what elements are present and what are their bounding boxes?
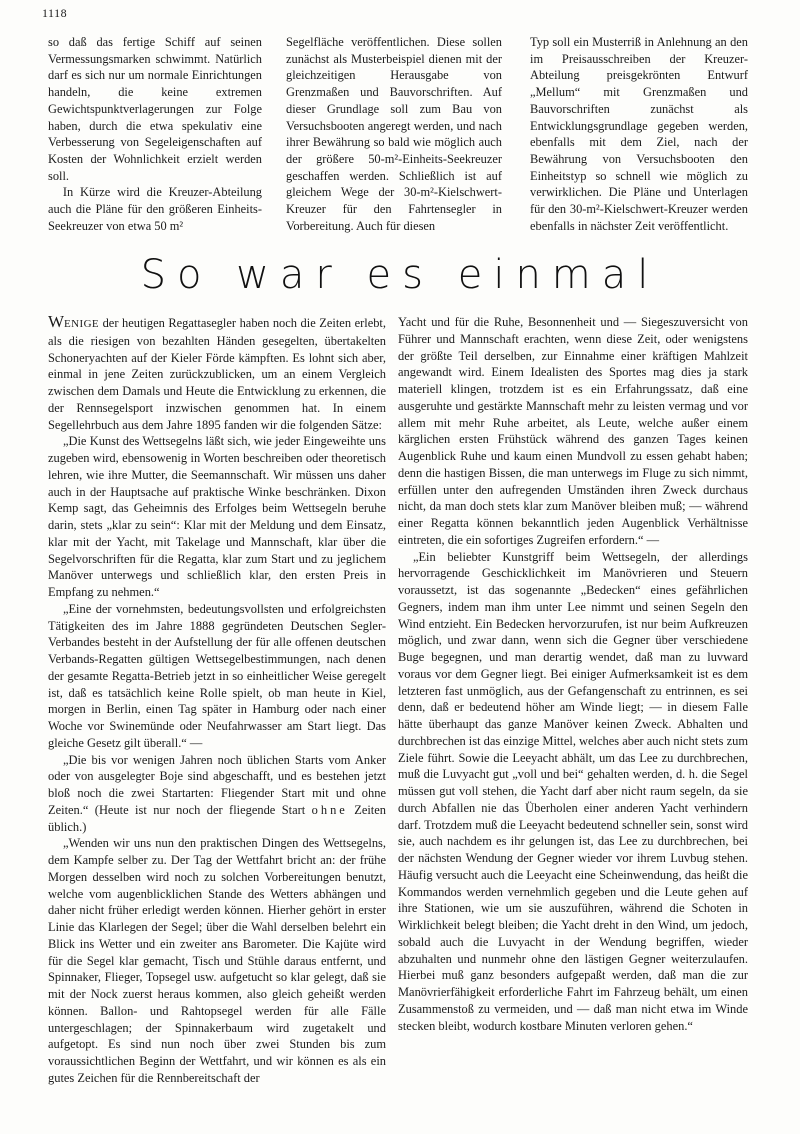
paragraph: In Kürze wird die Kreuzer-Abteilung auch die Pläne für den größeren Einheits-Seekreuzer von etwa 50 m²	[48, 185, 262, 233]
article-headline: So war es einmal	[140, 252, 660, 298]
top-column-1	[48, 34, 262, 234]
paragraph: „Eine der vornehmsten, bedeutungsvollsten und erfolgreichsten Tätigkeiten des im Jahre 1888 gegründeten Deutschen Segler-Verbandes besteht in der Aufstellung der für alle offenen deutschen Verbands-Regatten gültigen Wettsegelbestimmungen, nach denen der gesamte Regatta-Betrieb jetzt in so einheitlicher Weise geregelt ist, daß es tatsächlich keine Rolle spielt, ob man heute in Kiel, morgen in Berlin, einen Tag später in Hamburg oder nach einer Woche vor Swinemünde oder Neufahrwasser am Start liegt. Das gleiche Gesetz gilt überall.“ —	[48, 601, 386, 750]
paragraph: „Wenden wir uns nun den praktischen Dingen des Wettsegelns, dem Kampfe selber zu. Der Tag der Wettfahrt bricht an: der frühe Morgen desselben wird noch zu solchen Vorbereitungen benutzt, welche vom augenblicklichen Stande des Wetters abhängen und daher nicht früher erledigt werden können. Hierher gehört in erster Linie das Klarlegen der Segel; über die Wahl derselben belehrt ein Blick ins Wetter und ein zweiter ans Barometer. Die Kajüte wird für die Segel klar gemacht, Tisch und Stühle daraus entfernt, und Spinnaker, Flieger, Topsegel usw. aufgetucht so klar gelegt, daß sie mit der Nock zuerst heraus kommen, also gleich geheißt werden können. Ballon- und Rahtopsegel werden für alle Fälle untergeschlagen; der Spinnakerbaum wird zugetakelt und aufgetopt. Es sind nun noch über zwei Stunden bis zum voraussichtlichen Beginn der Wettfahrt, und wir können es als ein gutes Zeichen für die Rennbereitschaft der	[48, 836, 386, 1085]
paragraph: Typ soll ein Musterriß in Anlehnung an den im Preisausschreiben der Kreuzer-Abteilung preisgekrönten Entwurf „Mellum“ mit Grenzmaßen und Bauvorschriften zunächst als Entwicklungsgrundlage gegeben werden, ebenfalls mit dem Ziel, nach der Bewährung von Versuchsbooten den Einheitstyp so schnell wie möglich zu verwirklichen. Die Pläne und Unterlagen für den 30-m²-Kielschwert-Kreuzer werden ebenfalls in nächster Zeit veröffentlicht.	[530, 35, 748, 233]
top-column-2	[286, 34, 502, 234]
paragraph-text: Zeiten üblich.)	[48, 802, 386, 834]
paragraph	[48, 314, 386, 433]
paragraph	[48, 752, 386, 836]
drop-cap: W	[48, 312, 65, 331]
small-caps-word: ENIGE	[64, 318, 100, 330]
paragraph: Segelfläche veröffentlichen. Diese sollen zunächst als Musterbeispiel dienen mit der gleichzeitigen Herausgabe von Grenzmaßen und Bauvorschriften. Auf dieser Grundlage soll zum Bau von Versuchsbooten angeregt werden, und nach ihrer Bewährung so bald wie möglich auch der größere 50-m²-Einheits-Seekreuzer geschaffen werden. Schließlich ist auf gleichem Wege der 30-m²-Kielschwert-Kreuzer für den Fahrtensegler in Vorbereitung. Auch für diesen	[286, 35, 502, 233]
article-column-1	[48, 314, 386, 1087]
top-column-3	[530, 34, 748, 234]
page-number: 1118	[42, 6, 68, 20]
paragraph: Yacht und für die Ruhe, Besonnenheit und — Siegeszuversicht von Führer und Mannschaft erachten, wenn diese Zeit, oder wenigstens der größte Teil derselben, zur Einnahme einer kräftigen Mahlzeit angewandt wird. Einem Idealisten des Sportes mag dies ja stark materiell klingen, trotzdem ist es ein Erfahrungssatz, daß eine ausgeruhte und gestärkte Mannschaft mehr zu leisten vermag und vor allem mit mehr Ruhe arbeitet, als Leute, welche außer einem kärglichen ersten Frühstück während des ganzen Tages keinen Augenblick Ruhe und kaum einen Mundvoll zu essen gehabt haben; denn die hastigen Bissen, die man unterwegs im Fluge zu sich nimmt, erfüllen unter den aufregenden Umständen ihren Zweck durchaus nicht, da man doch stets klar zum Manöver bleiben muß; — während einer Regatta können bekanntlich jeden Augenblick Verhältnisse eintreten, die ein sofortiges Zugreifen erfordern.“ —	[398, 315, 748, 547]
article-column-2	[398, 314, 748, 1034]
paragraph-text: der heutigen Regattasegler haben noch die Zeiten erlebt, als die riesigen von bezahlten Händen gesegelten, übertakelten Schoneryachten auf der Kieler Förde kämpften. Es lohnt sich aber, einmal in jene Zeiten zurückzublicken, um an einem Vergleich zwischen dem Damals und Heute die Entwicklung zu erkennen, die der Rennsegelsport inzwischen genommen hat. In einem Segellehrbuch aus dem Jahre 1895 fanden wir die folgenden Sätze:	[48, 316, 386, 432]
spaced-emphasis: ohne	[311, 802, 348, 817]
paragraph: „Die Kunst des Wettsegelns läßt sich, wie jeder Eingeweihte uns zugeben wird, ebensowenig in Worten beschreiben oder theoretisch lehren, wie ihre Mutter, die Seemannschaft. Wir müssen uns daher auch in der Hauptsache auf praktische Winke beschränken. Dixon Kemp sagt, das Geheimnis des Erfolges beim Wettsegeln beruhe darin, stets „klar zu sein“: Klar mit der Meldung und dem Einsatz, klar mit der Yacht, mit Takelage und Mannschaft, klar über die Segelvorschriften für die Regatta, klar zum Start und zu jeglichem Manöver unterwegs und schließlich klar, den ersten Preis in Empfang zu nehmen.“	[48, 434, 386, 599]
paragraph: so daß das fertige Schiff auf seinen Vermessungsmarken schwimmt. Natürlich darf es sich nur um normale Einrichtungen handeln, die keine extremen Gewichtspunktverlagerungen zur Folge haben, durch die etwa spekulativ eine Verbesserung von Segeleigenschaften auf Kosten der Wohnlichkeit erzielt werden soll.	[48, 35, 262, 183]
paragraph-text: „Die bis vor wenigen Jahren noch üblichen Starts vom Anker oder von ausgelegter Boje sind abgeschafft, und es bestehen jetzt bloß noch die zwei Startarten: Fliegender Start mit und ohne Zeiten.“ (Heute ist nur noch der fliegende Start	[48, 752, 386, 817]
paragraph: „Ein beliebter Kunstgriff beim Wettsegeln, der allerdings hervorragende Geschicklichkeit im Manövrieren und Steuern voraussetzt, ist das sogenannte „Bedecken“ eines gefährlichen Gegners, indem man ihm unter Lee nimmt und seinen Segeln den Wind entzieht. Ein Bedecken hervorzurufen, ist nur beim Aufkreuzen möglich, und zwar dann, wenn sich die Gegner über verschiedene Buge begegnen, und man derartig wendet, daß man zu luvward voraus vor dem Gegner liegt. Bei einiger Aufmerksamkeit ist es dem letzteren fast unmöglich, aus der Gefangenschaft zu entrinnen, es sei denn, daß er bedeutend höher am Winde liegt; — in diesem Falle hätte überhaupt das ganze Manöver keinen Zweck. Abhalten und durchbrechen ist das einzige Mittel, welches aber auch nicht stets zum Ziele führt. Sowie die Leeyacht abhält, um das Lee zu durchbrechen, muß die Luvyacht gut „voll und bei“ gehalten werden, d. h. die Segel müssen gut voll stehen, die Yacht darf aber nicht raum segeln, da sie durch Abfallen nie das Überholen einer anderen Yacht verhindern darf. Trotzdem muß die Leeyacht bedeutend schneller sein, sonst wird sie, auch nachdem es ihr gelungen ist, das Lee zu durchbrechen, bei der nächsten Wendung der Gegner wieder vor ihrem Luvbug stehen. Häufig versucht auch die Leeyacht eine Scheinwendung, das heißt die Kommandos werden vernehmlich gegeben und die Leute gehen auf ihre Stationen, wie um sie auszuführen, während die Schoten in Wirklichkeit belegt bleiben; die Yacht dreht in den Wind, um jedoch, sobald auch die Luvyacht in der Wendung begriffen, wieder abzuhalten und nunmehr ohne den lästigen Gegner weiterzulaufen. Hierbei muß ganz besonders aufgepaßt werden, daß man die zur Manövrierfähigkeit erforderliche Fahrt im Fahrzeug behält, um einen Zusammenstoß zu vermeiden, und — daß man nicht etwa im Winde stecken bleibt, wodurch kostbare Minuten verloren gehen.“	[398, 549, 748, 1033]
